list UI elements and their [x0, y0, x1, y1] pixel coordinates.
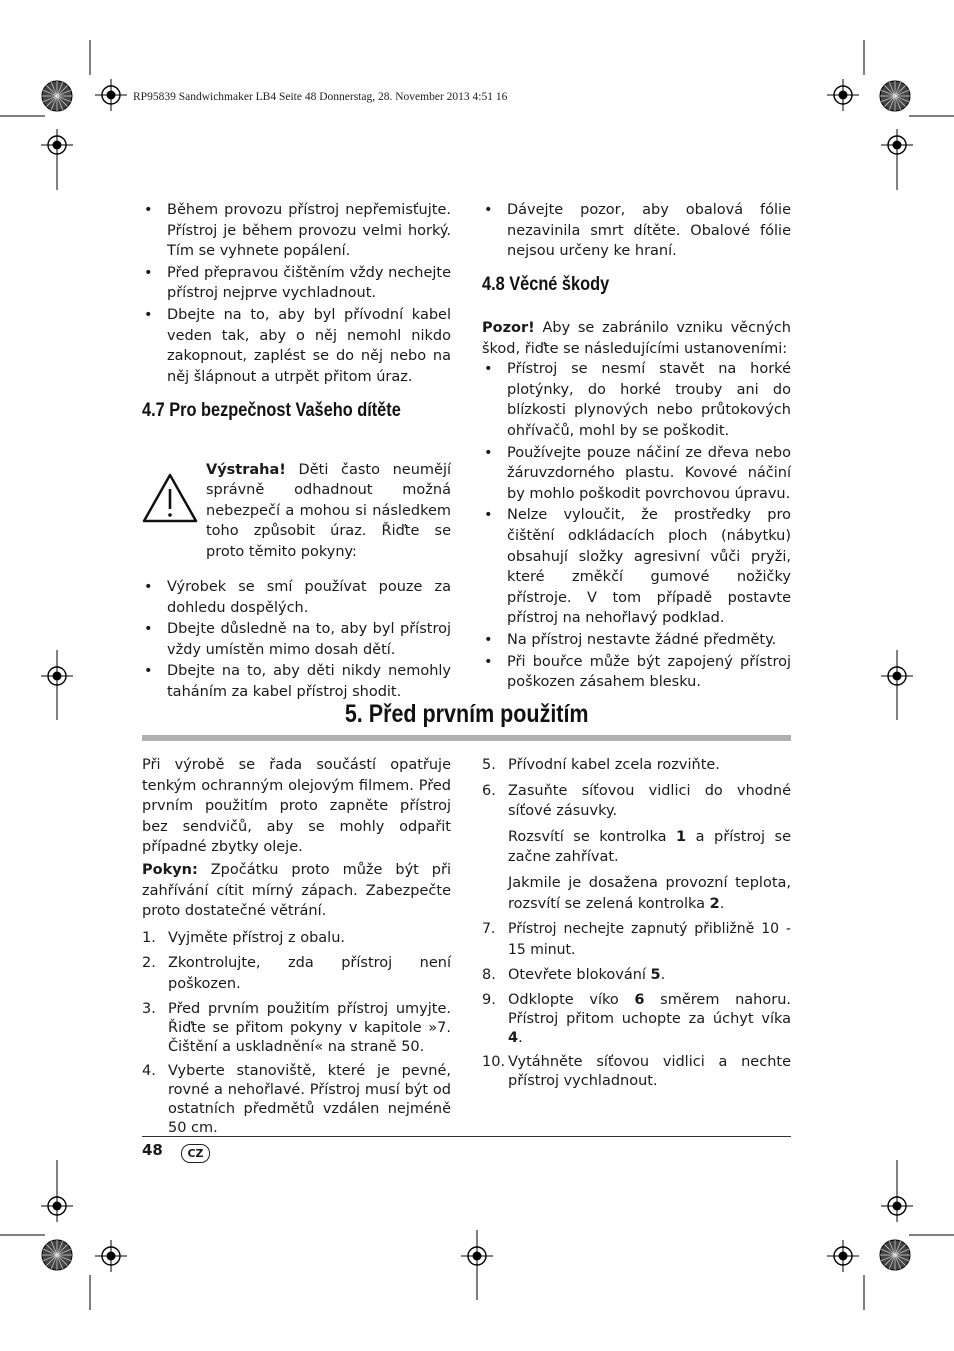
steps-list-left	[142, 928, 451, 1138]
section-4-7-heading: 4.7 Pro bezpečnost Vašeho dítěte	[142, 400, 401, 421]
section-4-8-heading: 4.8 Věcné škody	[482, 274, 610, 295]
list-item: • Dbejte důsledně na to, aby byl přístroj vždy umístěn mimo dosah dětí.	[144, 621, 451, 658]
list-item: • Na přístroj nestavte žádné předměty.	[484, 631, 777, 648]
step-item: 4. Vyberte stanoviště, které je pevné, rovné a nehořlavé. Přístroj musí být od ostatních předmětů vzdálen nejméně 50 cm.	[142, 1062, 451, 1136]
note-label: Pokyn:	[142, 861, 198, 878]
list-item: • Dbejte na to, aby děti nikdy nemohly taháním za kabel přístroj shodit.	[144, 663, 451, 700]
step-item: 6. Zasuňte síťovou vidlici do vhodné síťové zásuvky. Rozsvítí se kontrolka 1 a přístroj se začne zahřívat. Jakmile je dosažena provozní teplota, rozsvítí se zelená kontrolka 2.	[482, 782, 791, 912]
step-item: 2. Zkontrolujte, zda přístroj není poškozen.	[142, 955, 451, 992]
print-header: RP95839 Sandwichmaker LB4 Seite 48 Donnerstag, 28. November 2013 4:51 16	[133, 91, 508, 103]
property-damage-list	[482, 359, 791, 693]
warning-text: Děti často neumějí správně odhadnout možná nebezpečí a mohou si následkem toho způsobit úraz. Řiďte se proto těmito pokyny:	[206, 461, 451, 560]
step-item: 1. Vyjměte přístroj z obalu.	[142, 929, 345, 946]
note-text: Zpočátku proto může být při zahřívání cítit mírný zápach. Zabezpečte proto dostatečné větrání.	[142, 861, 451, 920]
list-item: • Dávejte pozor, aby obalová fólie nezavinila smrt dítěte. Obalové fólie nejsou určeny ke hraní.	[484, 202, 791, 260]
list-item: • Přístroj se nesmí stavět na horké plotýnky, do horké trouby ani do blízkosti plynových nebo průtokových ohřívačů, mohl by se poškodit.	[484, 361, 791, 439]
page-number: 48	[142, 1141, 163, 1159]
warning-block	[142, 460, 451, 563]
left-column-top	[142, 200, 451, 388]
list-item: • Výrobek se smí používat pouze za dohledu dospělých.	[144, 578, 451, 616]
section-4-7-body	[142, 445, 451, 704]
list-item: • Během provozu přístroj nepřemisťujte. Přístroj je během provozu velmi horký. Tím se vyhnete popálení.	[144, 202, 451, 260]
right-column-top	[482, 200, 791, 263]
packaging-bullet-list	[482, 200, 791, 262]
warning-triangle-icon	[142, 472, 198, 524]
step-item: 9. Odklopte víko 6 směrem nahoru. Přístroj přitom uchopte za úchyt víka 4.	[482, 991, 791, 1046]
step-item: 7. Přístroj nechejte zapnutý přibližně 10 - 15 minut.	[482, 921, 791, 958]
child-safety-list	[142, 577, 451, 703]
section-5-left	[142, 755, 451, 1143]
step-item: 8. Otevřete blokování 5.	[482, 967, 666, 984]
warning-label: Výstraha!	[206, 461, 286, 478]
section-5-right	[482, 755, 791, 1096]
list-item: • Dbejte na to, aby byl přívodní kabel veden tak, aby o něj nemohl nikdo zakopnout, zaplést se do něj nebo na něj šlápnout a utrpět přitom úraz.	[144, 306, 451, 385]
step-item: 5. Přívodní kabel zcela rozviňte.	[482, 757, 720, 773]
footer-divider	[142, 1136, 791, 1137]
section-5-heading: 5. Před prvním použitím	[344, 700, 589, 728]
list-item: • Před přepravou čištěním vždy nechejte přístroj nejprve vychladnout.	[144, 264, 451, 302]
heading-divider	[142, 735, 791, 741]
list-item: • Používejte pouze náčiní ze dřeva nebo žáruvzdorného plastu. Kovové náčiní by mohlo poškodit povrchovou úpravu.	[484, 444, 791, 502]
section-4-8-body	[482, 318, 791, 694]
intro-paragraph: Při výrobě se řada součástí opatřuje tenkým ochranným olejovým filmem. Před prvním použitím proto zapněte přístroj bez sendvičů, aby se mohly odpařit případné zbytky oleje.	[142, 757, 451, 856]
step-item: 3. Před prvním použitím přístroj umyjte. Řiďte se přitom pokyny v kapitole »7. Čištění a uskladnění« na straně 50.	[142, 1000, 451, 1055]
steps-list-right	[482, 755, 791, 1091]
caution-text: Aby se zabránilo vzniku věcných škod, řiďte se následujícími ustanoveními:	[482, 320, 791, 357]
list-item: • Při bouřce může být zapojený přístroj poškozen zásahem blesku.	[484, 653, 791, 691]
step-item: 10. Vytáhněte síťovou vidlici a nechte přístroj vychladnout.	[482, 1053, 791, 1089]
list-item: • Nelze vyloučit, že prostředky pro čištění odkládacích ploch (nábytku) obsahují složky agresivní vůči pryži, které změkčí gumové nožičky přístroje. V tom případě postavte přístroj na nehořlavý podklad.	[484, 507, 791, 627]
caution-label: Pozor!	[482, 320, 535, 336]
language-badge: CZ	[181, 1144, 210, 1163]
safety-bullet-list	[142, 200, 451, 387]
